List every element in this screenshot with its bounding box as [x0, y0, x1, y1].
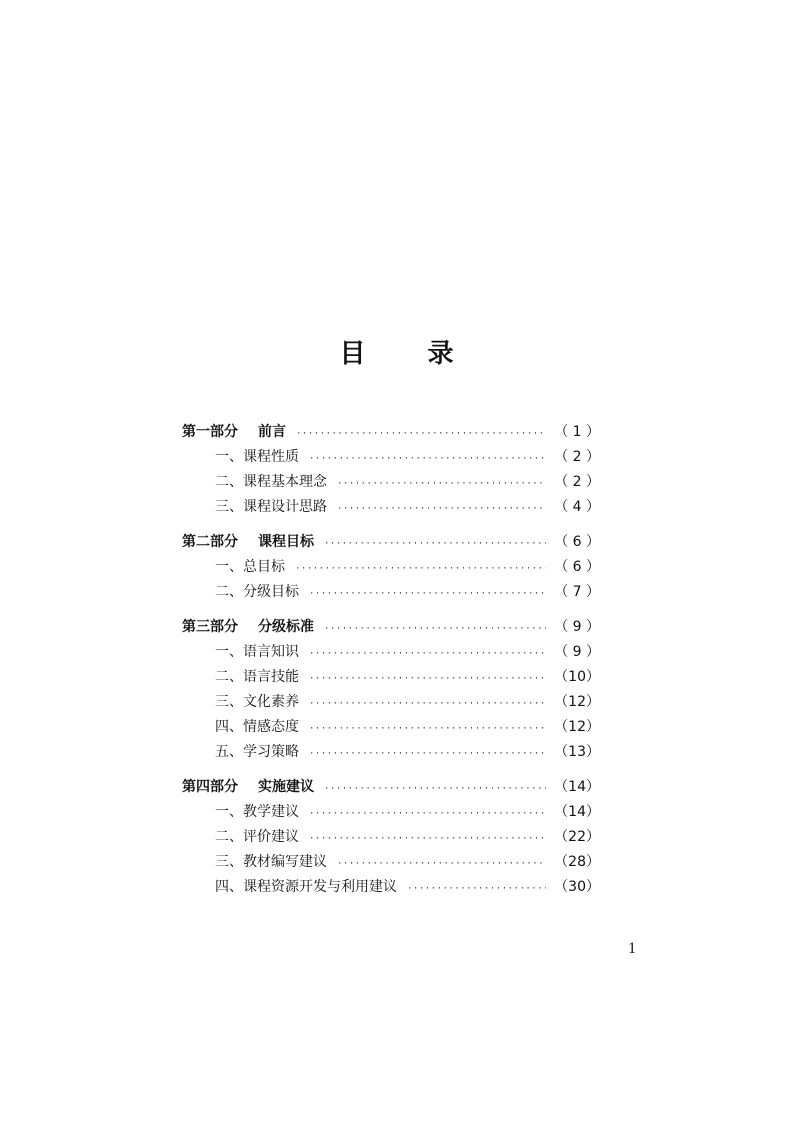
dot-leader: [337, 497, 546, 522]
dot-leader: [309, 827, 546, 852]
toc-item-entry[interactable]: [182, 470, 600, 495]
dot-leader: [309, 692, 546, 717]
part-title: 实施建议: [258, 779, 314, 795]
page-reference: （12）: [554, 719, 600, 735]
toc-item-entry[interactable]: [182, 445, 600, 470]
page-number: 1: [628, 940, 636, 957]
page-reference: （28）: [554, 854, 600, 870]
toc-item-entry[interactable]: [182, 555, 600, 580]
item-title: 三、教材编写建议: [215, 854, 327, 870]
dot-leader: [309, 447, 546, 472]
page-reference: （ 7 ）: [554, 584, 600, 600]
item-title: 四、课程资源开发与利用建议: [215, 879, 397, 895]
item-title: 二、评价建议: [215, 829, 299, 845]
toc-item-entry[interactable]: [182, 800, 600, 825]
page-reference: （14）: [554, 779, 600, 795]
item-title: 五、学习策略: [215, 744, 299, 760]
page-reference: （ 9 ）: [554, 644, 600, 660]
part-title: 课程目标: [258, 534, 314, 550]
toc-section-1: [182, 420, 600, 520]
part-title: 前言: [258, 424, 286, 440]
dot-leader: [337, 852, 546, 877]
toc-section-2: [182, 530, 600, 605]
part-number: 第三部分: [182, 619, 238, 635]
item-title: 四、情感态度: [215, 719, 299, 735]
toc-item-entry[interactable]: [182, 580, 600, 605]
dot-leader: [407, 877, 546, 902]
toc-part-entry[interactable]: [182, 420, 600, 445]
toc-item-entry[interactable]: [182, 640, 600, 665]
item-title: 二、语言技能: [215, 669, 299, 685]
toc-part-entry[interactable]: [182, 615, 600, 640]
page-reference: （ 2 ）: [554, 449, 600, 465]
page-reference: （ 4 ）: [554, 499, 600, 515]
dot-leader: [309, 667, 546, 692]
item-title: 三、课程设计思路: [215, 499, 327, 515]
toc-item-entry[interactable]: [182, 850, 600, 875]
item-title: 二、课程基本理念: [215, 474, 327, 490]
toc-item-entry[interactable]: [182, 665, 600, 690]
item-title: 三、文化素养: [215, 694, 299, 710]
toc-item-entry[interactable]: [182, 875, 600, 900]
page-reference: （12）: [554, 694, 600, 710]
dot-leader: [309, 642, 546, 667]
page-reference: （10）: [554, 669, 600, 685]
toc-part-entry[interactable]: [182, 530, 600, 555]
toc-item-entry[interactable]: [182, 690, 600, 715]
item-title: 二、分级目标: [215, 584, 299, 600]
toc-item-entry[interactable]: [182, 715, 600, 740]
page-reference: （ 2 ）: [554, 474, 600, 490]
part-number: 第二部分: [182, 534, 238, 550]
toc-part-entry[interactable]: [182, 775, 600, 800]
page-reference: （14）: [554, 804, 600, 820]
item-title: 一、语言知识: [215, 644, 299, 660]
toc-item-entry[interactable]: [182, 825, 600, 850]
title-char-1: 目: [339, 339, 366, 369]
page-reference: （22）: [554, 829, 600, 845]
item-title: 一、总目标: [215, 559, 285, 575]
toc-item-entry[interactable]: [182, 740, 600, 765]
part-number: 第一部分: [182, 424, 238, 440]
dot-leader: [324, 532, 546, 557]
dot-leader: [324, 617, 546, 642]
page-reference: （ 9 ）: [554, 619, 600, 635]
dot-leader: [296, 422, 546, 447]
table-of-contents: [182, 420, 600, 910]
dot-leader: [309, 802, 546, 827]
page-reference: （30）: [554, 879, 600, 895]
dot-leader: [309, 742, 546, 767]
dot-leader: [295, 557, 546, 582]
page-reference: （ 6 ）: [554, 534, 600, 550]
dot-leader: [309, 582, 546, 607]
title-char-2: 录: [427, 339, 454, 369]
dot-leader: [324, 777, 546, 802]
item-title: 一、课程性质: [215, 449, 299, 465]
dot-leader: [309, 717, 546, 742]
page-reference: （ 6 ）: [554, 559, 600, 575]
dot-leader: [337, 472, 546, 497]
page-title: [0, 333, 793, 370]
item-title: 一、教学建议: [215, 804, 299, 820]
part-title: 分级标准: [258, 619, 314, 635]
page-reference: （ 1 ）: [554, 424, 600, 440]
toc-item-entry[interactable]: [182, 495, 600, 520]
toc-section-3: [182, 615, 600, 765]
toc-section-4: [182, 775, 600, 900]
part-number: 第四部分: [182, 779, 238, 795]
page-reference: （13）: [554, 744, 600, 760]
